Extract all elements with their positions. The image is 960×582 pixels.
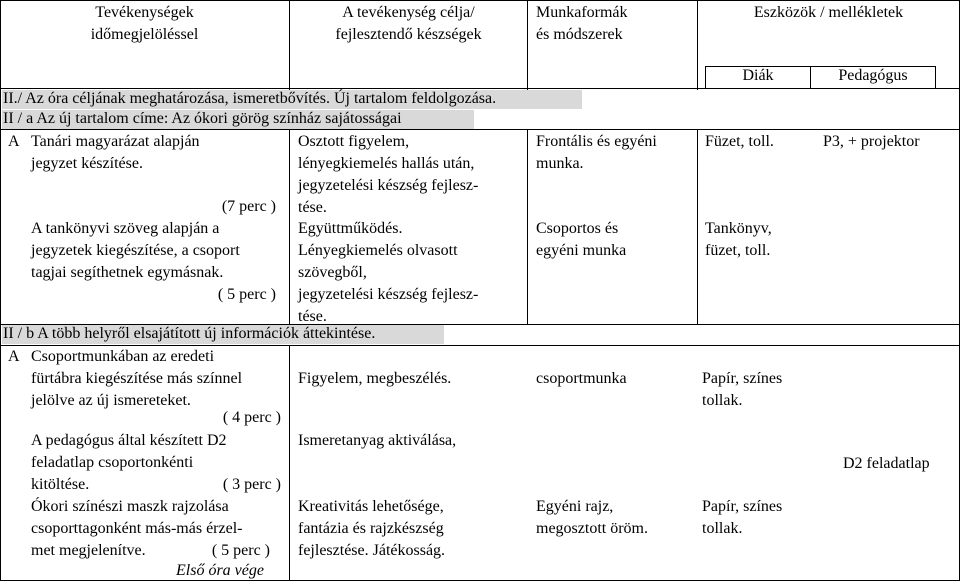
- row-a2-student-tools-line1: Tankönyv,: [705, 220, 772, 237]
- header-tools: Eszközök / mellékletek: [753, 4, 904, 21]
- header-method-line1: Munkaformák: [536, 4, 628, 21]
- row-a1-activity-line1: Tanári magyarázat alapján: [31, 133, 200, 150]
- row-b3-activity-line1: Ókori színészi maszk rajzolása: [31, 498, 229, 515]
- row-b3-method-line1: Egyéni rajz,: [536, 498, 614, 515]
- row-a1-teacher-tools: P3, + projektor: [823, 133, 920, 150]
- row-b3-activity-line3: met megjelenítve.: [31, 542, 146, 559]
- row-b3-method: [536, 496, 648, 540]
- row-b2-activity-line1: A pedagógus által készített D2: [31, 432, 227, 449]
- col2-right-border-a: [527, 129, 528, 325]
- row-a1-activity: [31, 131, 200, 175]
- row-a1-method-line2: munka.: [536, 155, 584, 172]
- row-a2-goal-line5: tése.: [298, 308, 327, 325]
- header-activity-line1: Tevékenységek: [95, 4, 194, 21]
- row-a2-goal-line1: Együttműködés.: [298, 220, 403, 237]
- header-method: [536, 2, 628, 46]
- section-iib-title: II / b A több helyről elsajátított új információk áttekintése.: [3, 325, 376, 342]
- row-a2-method-line2: egyéni munka: [536, 242, 627, 259]
- row-a2-goal-line2: Lényegkiemelés olvasott: [298, 242, 458, 259]
- row-a2-activity-line3: tagjai segíthetnek egymásnak.: [31, 264, 224, 281]
- section-iia-title: II / a Az új tartalom címe: Az ókori görög színház sajátosságai: [3, 110, 402, 127]
- row-b3-time: ( 5 perc ): [211, 542, 270, 559]
- row-a1-goal: [298, 131, 478, 219]
- row-b1-method: csoportmunka: [536, 370, 627, 387]
- header-student: Diák: [742, 67, 774, 84]
- row-b3-method-line2: megosztott öröm.: [536, 520, 648, 537]
- row-b2-teacher-tools: D2 feladatlap: [843, 455, 930, 472]
- row-b3-goal: [298, 496, 445, 562]
- row-a1-time: (7 perc ): [221, 198, 276, 215]
- row-a1-activity-line2: jegyzet készítése.: [31, 155, 143, 172]
- row-b3-goal-line2: fantázia és rajzkészség: [298, 520, 444, 537]
- row-a1-goal-line1: Osztott figyelem,: [298, 133, 410, 150]
- col2-right-border: [527, 0, 528, 90]
- header-teacher: Pedagógus: [838, 67, 908, 84]
- row-a2-activity: [31, 218, 240, 284]
- row-a2-goal-line3: szövegből,: [298, 264, 367, 281]
- row-b3-student-tools-line2: tollak.: [702, 520, 743, 537]
- row-b1-activity-line1: Csoportmunkában az eredeti: [31, 348, 215, 365]
- row-b3-student-tools: [702, 496, 782, 540]
- row-b2-activity-line3: kitöltése.: [31, 476, 90, 493]
- row-a1-marker: A: [8, 133, 20, 150]
- row-a2-activity-line2: jegyzetek kiegészítése, a csoport: [31, 242, 240, 259]
- row-b1-student-tools-line2: tollak.: [702, 392, 743, 409]
- row-b1-activity: [31, 346, 242, 412]
- section-ii-title: II./ Az óra céljának meghatározása, ismeretbővítés. Új tartalom feldolgozása.: [3, 90, 497, 107]
- row-a2-goal: [298, 218, 478, 328]
- lesson-end-note: Első óra vége: [176, 562, 264, 579]
- row-b3-activity-line2: csoporttagonként más-más érzel-: [31, 520, 243, 537]
- row-a1-goal-line4: tése.: [298, 199, 327, 216]
- row-b3-goal-line3: fejlesztése. Játékosság.: [298, 542, 446, 559]
- row-a2-method: [536, 218, 626, 262]
- table-left-border: [0, 0, 1, 581]
- row-a2-method-line1: Csoportos és: [536, 220, 619, 237]
- header-activity-line2: időmegjelöléssel: [90, 26, 199, 43]
- row-b3-goal-line1: Kreativitás lehetősége,: [298, 498, 444, 515]
- row-b1-goal: Figyelem, megbeszélés.: [298, 370, 452, 387]
- row-a2-student-tools: [705, 218, 772, 262]
- col3-right-border-a: [697, 129, 698, 325]
- row-a2-activity-line1: A tankönyvi szöveg alapján a: [31, 220, 220, 237]
- row-b3-student-tools-line1: Papír, színes: [702, 498, 783, 515]
- header-method-line2: és módszerek: [536, 26, 623, 43]
- row-a1-goal-line2: lényegkiemelés hallás után,: [298, 155, 475, 172]
- row-a1-method: [536, 131, 657, 175]
- row-a1-method-line1: Frontális és egyéni: [536, 133, 657, 150]
- header-goal: [290, 2, 527, 46]
- table-top-border: [0, 0, 960, 1]
- header-activity: [0, 2, 289, 46]
- row-b1-student-tools-line1: Papír, színes: [702, 370, 783, 387]
- header-goal-line1: A tevékenység célja/: [342, 4, 475, 21]
- col1-right-border-a: [289, 129, 290, 325]
- col1-right-border-b: [289, 345, 290, 581]
- row-b1-activity-line3: jelölve az új ismereteket.: [31, 392, 191, 409]
- row-b1-time: ( 4 perc ): [222, 409, 281, 426]
- row-b2-goal: Ismeretanyag aktiválása,: [298, 432, 457, 449]
- row-a1-goal-line3: jegyzetelési készség fejlesz-: [298, 177, 479, 194]
- row-a2-goal-line4: jegyzetelési készség fejlesz-: [298, 286, 479, 303]
- row-a1-student-tools: Füzet, toll.: [705, 133, 774, 150]
- row-a2-time: ( 5 perc ): [217, 286, 276, 303]
- row-b1-activity-line2: fürtábra kiegészítése más színnel: [31, 370, 243, 387]
- header-goal-line2: fejlesztendő készségek: [335, 26, 482, 43]
- row-b2-activity-line2: feladatlap csoportonkénti: [31, 454, 194, 471]
- row-b1-marker: A: [8, 348, 20, 365]
- subheader-right-border: [935, 66, 936, 88]
- row-a2-student-tools-line2: füzet, toll.: [705, 242, 771, 259]
- row-b1-student-tools: [702, 368, 782, 412]
- row-b2-time: ( 3 perc ): [222, 476, 281, 493]
